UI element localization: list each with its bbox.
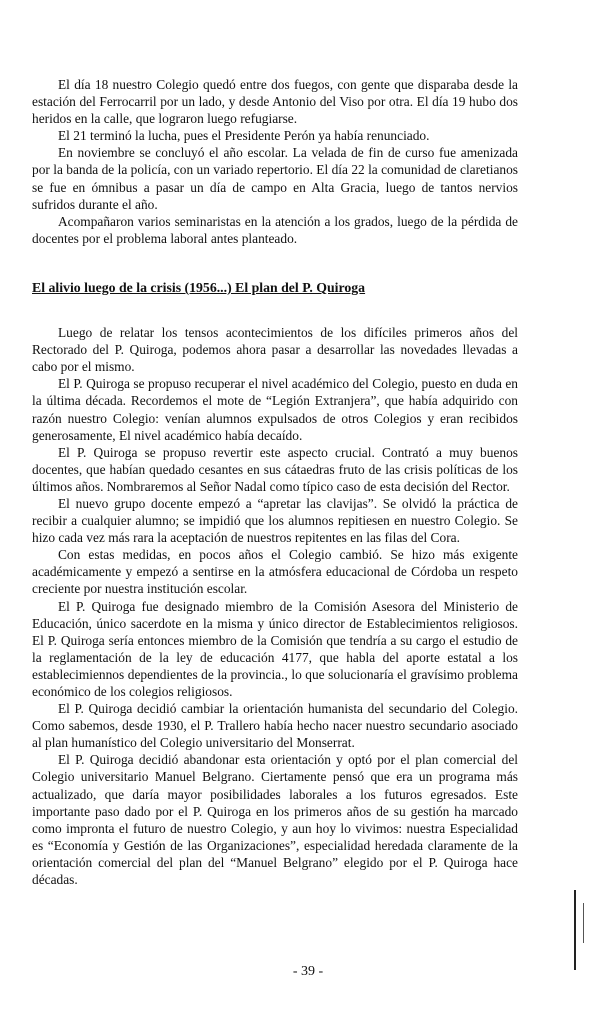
paragraph: El 21 terminó la lucha, pues el Presidente Perón ya había renunciado. [58,128,430,144]
paragraph: En noviembre se concluyó el año escolar. La velada de fin de curso fue amenizada por la banda de la policía, con un variado repertorio. El día 22 la comunidad de claretianos se fue en ómnibus a pasar un día de campo en Alta Gracia, luego de tantos nervios sufridos durante el año. [32,145,518,212]
scan-margin-mark [583,903,584,943]
document-body [32,76,518,888]
paragraph: El día 18 nuestro Colegio quedó entre dos fuegos, con gente que disparaba desde la estación del Ferrocarril por un lado, y desde Antonio del Viso por otra. El día 19 hubo dos heridos en la calle, que lograron luego refugiarse. [32,77,518,127]
scan-margin-mark [574,890,576,970]
page-number: - 39 - [292,964,324,979]
paragraph: El P. Quiroga decidió cambiar la orientación humanista del secundario del Colegio. Como sabemos, desde 1930, el P. Trallero había hecho nacer nuestro secundario asociado al plan humanístico del Colegio universitario del Monserrat. [32,701,518,751]
paragraph: Acompañaron varios seminaristas en la atención a los grados, luego de la pérdida de docentes por el problema laboral antes planteado. [32,213,518,246]
paragraph: El P. Quiroga se propuso recuperar el nivel académico del Colegio, puesto en duda en la última década. Recordemos el mote de “Legión Extranjera”, que había adquirido con razón nuestro Colegio: venían alumnos expulsados de otros Colegios y eran recibidos generosamente, El nivel académico había decaído. [32,376,518,443]
paragraph: El P. Quiroga se propuso revertir este aspecto crucial. Contrató a muy buenos docentes, que habían quedado cesantes en sus cátaedras fruto de las crisis políticas de los últimos años. Nombraremos al Señor Nadal como típico caso de esta decisión del Rector. [32,444,518,494]
paragraph: El P. Quiroga decidió abandonar esta orientación y optó por el plan comercial del Colegio universitario Manuel Belgrano. Ciertamente pensó que era un programa más actualizado, que daría mayor posibilidades laborales a los futuros egresados. Este importante paso dado por el P. Quiroga en los primeros años de su gestión ha marcado como impronta el futuro de nuestro Colegio, y aun hoy lo vivimos: nuestra Especialidad es “Economía y Gestión de las Organizaciones”, especialidad heredada claramente de la orientación comercial del plan del “Manuel Belgrano” elegido por el P. Quiroga hace décadas. [32,752,518,888]
paragraph: Con estas medidas, en pocos años el Colegio cambió. Se hizo más exigente académicamente y empezó a sentirse en la atmósfera educacional de Córdoba un respeto creciente por nuestra institución escolar. [32,547,518,597]
paragraph: El P. Quiroga fue designado miembro de la Comisión Asesora del Ministerio de Educación, único sacerdote en la misma y único director de Establecimientos religiosos. El P. Quiroga sería entonces miembro de la Comisión que tendría a su cargo el estudio de la reglamentación de la ley de educación 4177, que habla del aporte estatal a los establecimiennos dependientes de la provincia., lo que solucionaría el gravísimo problema económico de los colegios religiosos. [32,598,518,699]
paragraph: Luego de relatar los tensos acontecimientos de los difíciles primeros años del Rectorado del P. Quiroga, podemos ahora pasar a desarrollar las novedades llevadas a cabo por el mismo. [32,325,518,375]
paragraph: El nuevo grupo docente empezó a “apretar las clavijas”. Se olvidó la práctica de recibir a cualquier alumno; se impidió que los alumnos repitiesen en nuestro Colegio. Se hizo cada vez más rara la aceptación de nuestros repitentes en las filas del Cora. [32,495,518,546]
section-heading: El alivio luego de la crisis (1956...) El plan del P. Quiroga [32,279,366,295]
